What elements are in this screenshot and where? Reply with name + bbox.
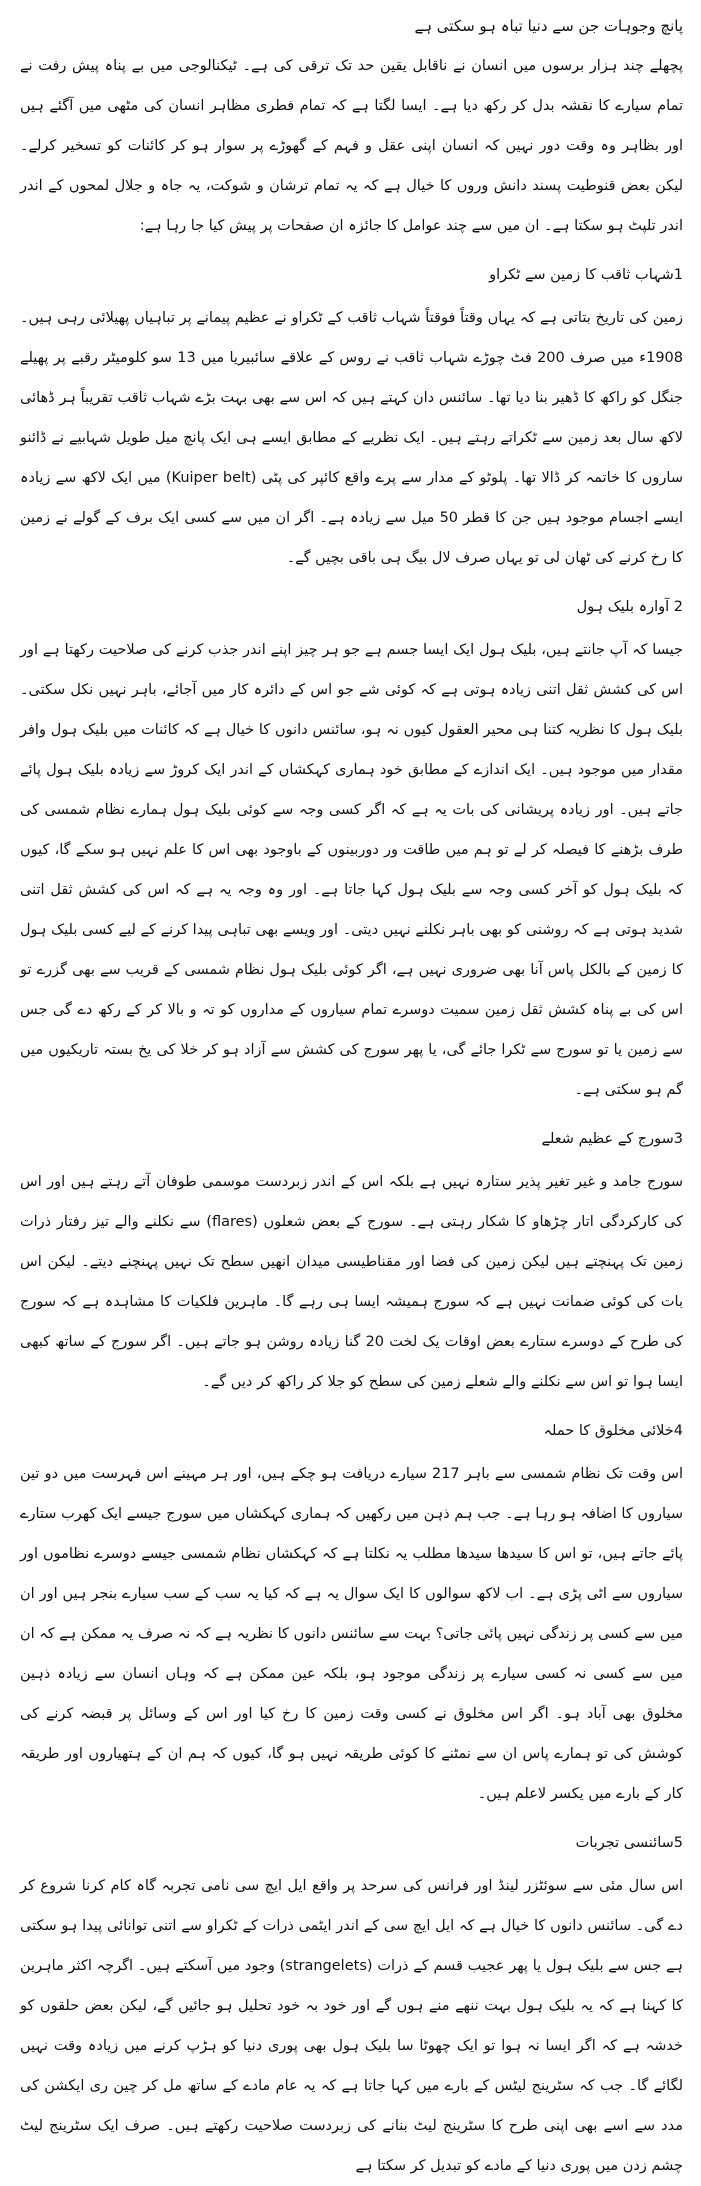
- section-body-asteroid: زمین کی تاریخ بتاتی ہے کہ یہاں وقتاً فوقتاً شہاب ثاقب کے ٹکراو نے عظیم پیمانے پر تباہیاں پھیلائی رہی ہیں۔ 1908ء میں صرف 200 فٹ چوڑے شہاب ثاقب نے روس کے علاقے سائبیریا میں 13 سو کلومیٹر رقبے پر پھیلے جنگل کو راکھ کا ڈھیر بنا دیا تھا۔ سائنس دان کہتے ہیں کہ اس سے بھی بہت بڑے شہاب ثاقب تقریباً ہر ڈھائی لاکھ سال بعد زمین سے ٹکراتے رہتے ہیں۔ ایک نظریے کے مطابق ایسے ہی ایک پانچ میل طویل شہابیے نے ڈائنو ساروں کا خاتمہ کر ڈالا تھا۔ پلوٹو کے مدار سے پرے واقع کائپر کی پٹی (Kuiper belt) میں ایک لاکھ سے زیادہ ایسے اجسام موجود ہیں جن کا قطر 50 میل سے زیادہ ہے۔ اگر ان میں سے کسی ایک برف کے گولے نے زمین کا رخ کرنے کی ٹھان لی تو یہاں صرف لال بیگ ہی باقی بچیں گے۔: [20, 310, 683, 566]
- section-body-experiments: اس سال مئی سے سوئٹزر لینڈ اور فرانس کی سرحد پر واقع ایل ایچ سی نامی تجربہ گاہ کام کرنا شروع کر دے گی۔ سائنس دانوں کا خیال ہے کہ ایل ایچ سی کے اندر ایٹمی ذرات کے ٹکراو سے اتنی توانائی پیدا ہو سکتی ہے جس سے بلیک ہول یا پھر عجیب قسم کے ذرات (strangelets) وجود میں آسکتے ہیں۔ اگرچہ اکثر ماہرین کا کہنا ہے کہ یہ بلیک ہول بہت ننھے منے ہوں گے اور خود بہ خود تحلیل ہو جائیں گے، لیکن بعض حلقوں کو خدشہ ہے کہ اگر ایسا نہ ہوا تو ایک چھوٹا سا بلیک ہول بھی پوری دنیا کو ہڑپ کرنے میں زیادہ وقت نہیں لگائے گا۔ جب کہ سٹرینج لیٹس کے بارے میں کہا جاتا ہے کہ یہ عام مادے کے ساتھ مل کر چین ری ایکشن کی مدد سے اسے بھی اپنی طرح کا سٹرینج لیٹ بنانے کی زبردست صلاحیت رکھتے ہیں۔ صرف ایک سٹرینج لیٹ چشم زدن میں پوری دنیا کے مادے کو تبدیل کر سکتا ہے: [20, 1878, 683, 2174]
- section-heading-alien-attack: 4خلائی مخلوق کا حملہ: [543, 1423, 683, 1439]
- section-heading-asteroid: 1شہاب ثاقب کا زمین سے ٹکراو: [489, 267, 683, 283]
- section-heading-experiments: 5سائنسی تجربات: [575, 1835, 683, 1851]
- section-heading-solar-flares: 3سورج کے عظیم شعلے: [541, 1131, 683, 1147]
- section-body-alien-attack: اس وقت تک نظام شمسی سے باہر 217 سیارے دریافت ہو چکے ہیں، اور ہر مہینے اس فہرست میں دو تین سیاروں کا اضافہ ہو رہا ہے۔ جب ہم ذہن میں رکھیں کہ ہماری کہکشاں میں سورج جیسے ایک کھرب ستارے پائے جاتے ہیں، تو اس کا سیدھا سیدھا مطلب یہ نکلتا ہے کہ کہکشاں نظام شمسی جیسے دوسرے نظاموں اور سیاروں سے اٹی پڑی ہے۔ اب لاکھ سوالوں کا ایک سوال یہ ہے کہ کیا یہ سب کے سب سیارے بنجر ہیں اور ان میں سے کسی پر زندگی نہیں پائی جاتی؟ بہت سے سائنس دانوں کا نظریہ ہے کہ نہ صرف یہ ممکن ہے کہ ان میں سے کسی نہ کسی سیارے پر زندگی موجود ہو، بلکہ عین ممکن ہے کہ وہاں انسان سے زیادہ ذہین مخلوق بھی آباد ہو۔ اگر اس مخلوق نے کسی وقت زمین کا رخ کیا اور اس کے وسائل پر قبضہ کرنے کی کوشش کی تو ہمارے پاس ان سے نمٹنے کا کوئی طریقہ نہیں ہو گا، کیوں کہ ہم ان کے ہتھیاروں اور طریقہ کار کے بارے میں یکسر لاعلم ہیں۔: [20, 1466, 683, 1802]
- section-heading-black-hole: 2 آوارہ بلیک ہول: [576, 599, 683, 615]
- article-title: پانچ وجوہات جن سے دنیا تباہ ہو سکتی ہے: [414, 17, 683, 35]
- section-body-solar-flares: سورج جامد و غیر تغیر پذیر ستارہ نہیں ہے بلکہ اس کے اندر زبردست موسمی طوفان آتے رہتے ہیں اور اس کی کارکردگی اتار چڑھاو کا شکار رہتی ہے۔ سورج کے بعض شعلوں (flares) سے نکلنے والے تیز رفتار ذرات زمین تک پہنچتے ہیں لیکن زمین کی فضا اور مقناطیسی میدان انھیں سطح تک نہیں پہنچنے دیتے۔ لیکن اس بات کی کوئی ضمانت نہیں ہے کہ سورج ہمیشہ ایسا ہی رہے گا۔ ماہرین فلکیات کا مشاہدہ ہے کہ سورج کی طرح کے دوسرے ستارے بعض اوقات یک لخت 20 گنا زیادہ روشن ہو جاتے ہیں۔ اگر سورج کے ساتھ کبھی ایسا ہوا تو اس سے نکلنے والے شعلے زمین کی سطح کو جلا کر راکھ کر دیں گے۔: [20, 1174, 684, 1390]
- section-body-black-hole: جیسا کہ آپ جانتے ہیں، بلیک ہول ایک ایسا جسم ہے جو ہر چیز اپنے اندر جذب کرنے کی صلاحیت رکھتا ہے اور اس کی کشش ثقل اتنی زیادہ ہوتی ہے کہ کوئی شے جو اس کے دائرہ کار میں آجائے، باہر نہیں نکل سکتی۔ بلیک ہول کا نظریہ کتنا ہی محیر العقول کیوں نہ ہو، سائنس دانوں کا خیال ہے کہ کائنات میں بلیک ہول وافر مقدار میں موجود ہیں۔ ایک اندازے کے مطابق خود ہماری کہکشاں کے اندر ایک کروڑ سے زیادہ بلیک ہول پائے جاتے ہیں۔ اور زیادہ پریشانی کی بات یہ ہے کہ اگر کسی وجہ سے کوئی بلیک ہول ہمارے نظام شمسی کی طرف بڑھنے کا فیصلہ کر لے تو ہم میں طاقت ور دوربینوں کے باوجود بھی اس کا علم نہیں ہو سکے گا، کیوں کہ بلیک ہول کو آخر کسی وجہ سے بلیک ہول کہا جاتا ہے۔ اور وہ وجہ یہ ہے کہ اس کی کشش ثقل اتنی شدید ہوتی ہے کہ روشنی کو بھی باہر نکلنے نہیں دیتی۔ اور ویسے بھی تباہی پیدا کرنے کے لیے کسی بلیک ہول کا زمین کے بالکل پاس آنا بھی ضروری نہیں ہے، اگر کوئی بلیک ہول نظام شمسی کے قریب سے بھی گزرے تو اس کی بے پناہ کشش ثقل زمین سمیت دوسرے تمام سیاروں کے مداروں کو تہ و بالا کر کے رکھ دے گی جس سے زمین یا تو سورج سے ٹکرا جائے گی، یا پھر سورج کی کشش سے آزاد ہو کر خلا کی یخ بستہ تاریکیوں میں گم ہو سکتی ہے۔: [20, 642, 683, 1098]
- intro-paragraph: پچھلے چند ہزار برسوں میں انسان نے ناقابل یقین حد تک ترقی کی ہے۔ ٹیکنالوجی میں بے پناہ پیش رفت نے تمام سیارے کا نقشہ بدل کر رکھ دیا ہے۔ ایسا لگتا ہے کہ تمام فطری مظاہر انسان کی مٹھی میں آگئے ہیں اور بظاہر وہ وقت دور نہیں کہ انسان اپنی عقل و فہم کے گھوڑے پر سوار ہو کر کائنات کو تسخیر کرلے۔ لیکن بعض قنوطیت پسند دانش وروں کا خیال ہے کہ یہ تمام ترشان و شوکت، یہ جاہ و جلال لمحوں کے اندر اندر تلپٹ ہو سکتا ہے۔ ان میں سے چند عوامل کا جائزہ ان صفحات پر پیش کیا جا رہا ہے:: [20, 58, 683, 234]
